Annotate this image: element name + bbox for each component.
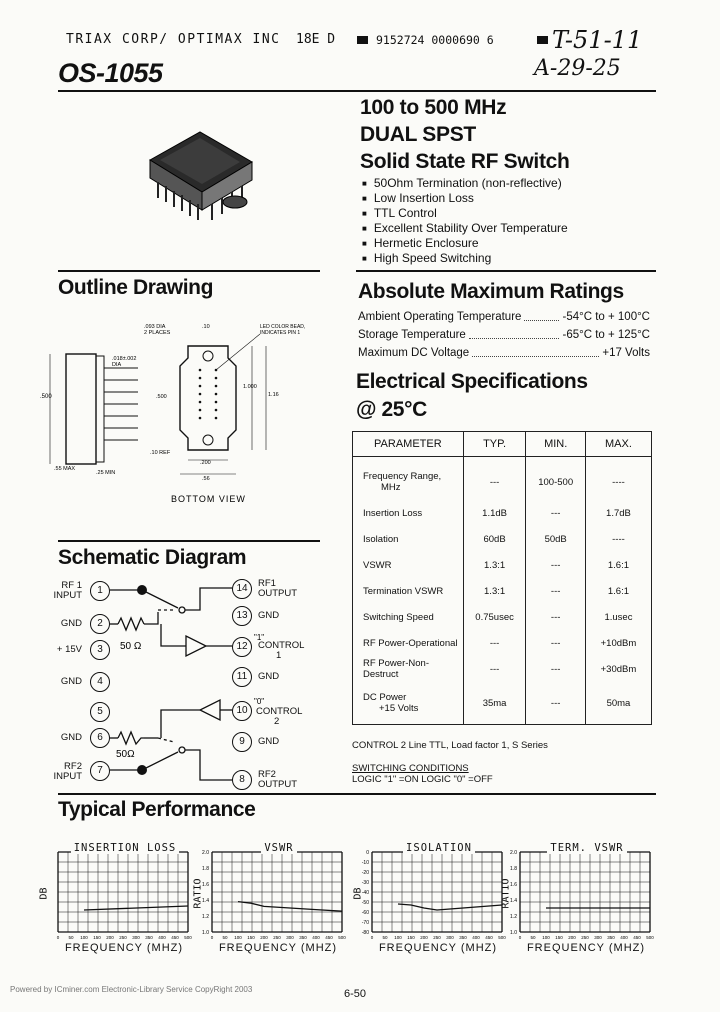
cell-typ: --- [463,630,526,656]
list-item: ■ TTL Control [362,206,568,221]
x-tick-label: 350 [607,935,615,940]
title-frequency: 100 to 500 MHz [360,96,507,119]
cell-parameter: Isolation [353,526,464,552]
y-tick-label: -70 [361,920,369,926]
pin-12: 12 [232,637,252,657]
series-line [398,904,502,910]
dim-d8: .10 REF [150,450,171,456]
footer-credit: Powered by ICminer.com Electronic-Library Service CopyRight 2003 [10,985,253,994]
y-tick-label: 0 [366,850,369,856]
section-outline-drawing: Outline Drawing [58,276,214,299]
pin-13: 13 [232,606,252,626]
rating-row [358,344,650,362]
x-tick-label: 300 [594,935,602,940]
pin-8: 8 [232,770,252,790]
x-tick-label: 0 [370,935,374,940]
graph-1 [194,852,354,944]
cell-max: 1.6:1 [585,578,651,604]
cell-max: ---- [585,526,651,552]
cell-min: --- [526,682,585,725]
x-tick-label: 350 [299,935,307,940]
table-row [353,604,652,630]
y-tick-label: -20 [361,870,369,876]
control-2-logic: "0" [254,697,265,706]
cell-typ: --- [463,656,526,682]
x-tick-label: 500 [184,935,192,940]
title-description: Solid State RF Switch [360,150,570,173]
cell-parameter: Frequency Range, MHz [353,457,464,501]
col-min: MIN. [526,432,585,457]
page-number: 6-50 [344,988,367,1000]
graph-ylabel: DB [38,887,50,900]
ratings-rule [356,270,656,272]
graph-ylabel: DB [352,887,364,900]
x-tick-label: 100 [394,935,402,940]
header-doc-number: 9152724 0000690 6 [376,33,494,47]
x-tick-label: 50 [530,935,536,940]
y-tick-label: 1.8 [510,866,517,872]
cell-typ: 60dB [463,526,526,552]
bottom-view-label: BOTTOM VIEW [171,494,246,504]
x-tick-label: 300 [286,935,294,940]
y-tick-label: 1.4 [510,898,517,904]
header-rule [58,90,656,92]
graph-3 [502,852,662,944]
resistor-2-label: 50Ω [116,749,135,760]
y-tick-label: 1.2 [202,914,209,920]
cell-parameter: RF Power-Operational [353,630,464,656]
dim-d12: .25 MIN [96,470,116,476]
rating-label: Maximum DC Voltage [358,347,470,359]
title-config: DUAL SPST [360,123,476,146]
spec-table-body [353,457,652,725]
section-electrical-temp: @ 25°C [356,398,427,421]
pin-11-label: GND [258,671,280,682]
section-schematic: Schematic Diagram [58,546,247,569]
dim-d5: .500 [156,394,167,400]
cell-parameter: VSWR [353,552,464,578]
graph-xlabel: FREQUENCY (MHZ) [378,942,498,954]
graph-title-wrap [372,842,506,854]
graph-ylabel: RATIO [500,878,512,909]
x-tick-label: 250 [273,935,281,940]
y-tick-label: -60 [361,910,369,916]
dim-d2: .10 [202,324,210,330]
table-row [353,578,652,604]
product-photo [140,120,260,240]
rating-label: Ambient Operating Temperature [358,311,522,323]
feature-list [362,176,568,266]
x-tick-label: 0 [210,935,214,940]
model-number: OS-1055 [58,58,163,88]
table-row [353,526,652,552]
cell-parameter: DC Power +15 Volts [353,682,464,725]
cell-typ: 1.3:1 [463,578,526,604]
control-note: CONTROL 2 Line TTL, Load factor 1, S Series [352,740,548,751]
rating-label: Storage Temperature [358,329,466,341]
pin-1: 1 [90,581,110,601]
y-tick-label: -10 [361,860,369,866]
list-item: ■ Low Insertion Loss [362,191,568,206]
pin-10: 10 [232,701,252,721]
graph-title: TERM. VSWR [547,842,626,854]
pin-13-label: GND [258,610,280,621]
x-tick-label: 400 [472,935,480,940]
graph-title-wrap [212,842,346,854]
x-tick-label: 0 [518,935,522,940]
pin-6: 6 [90,728,110,748]
rating-value: -54°C to + 100°C [562,311,650,323]
pin-9: 9 [232,732,252,752]
x-tick-label: 100 [234,935,242,940]
graph-ylabel: RATIO [192,878,204,909]
header-block-mark-2 [537,36,548,44]
y-tick-label: 1.0 [202,930,209,936]
outline-rule [58,270,320,272]
col-max: MAX. [585,432,651,457]
cell-typ: 0.75usec [463,604,526,630]
pin-3: 3 [90,640,110,660]
pin-3-label: + 15V [56,644,82,655]
x-tick-label: 450 [325,935,333,940]
rating-row [358,326,650,344]
graph-2 [354,852,514,944]
handwritten-note-2: A-29-25 [534,56,621,81]
pin-6-label: GND [60,732,82,743]
dim-d7: 1.16 [268,392,279,398]
dim-d3b: DIA [112,362,122,368]
cell-min: --- [526,500,585,526]
switching-logic: LOGIC "1" =ON LOGIC "0" =OFF [352,774,493,785]
pin-5: 5 [90,702,110,722]
cell-max: ---- [585,457,651,501]
pin-14-label: RF1 OUTPUT [258,578,298,599]
col-parameter: PARAMETER [353,432,464,457]
section-ratings: Absolute Maximum Ratings [358,280,624,303]
y-tick-label: -80 [361,930,369,936]
led-note-2: INDICATES PIN 1 [260,330,301,336]
pin-2: 2 [90,614,110,634]
led-note: LED COLOR BEAD, [260,324,306,330]
header-company: TRIAX CORP/ OPTIMAX INC [66,32,281,47]
graph-0 [40,852,200,944]
series-line [84,906,188,910]
switching-title: SWITCHING CONDITIONS [352,763,469,774]
y-tick-label: 1.6 [510,882,517,888]
cell-max: 1.usec [585,604,651,630]
cell-typ: 35ma [463,682,526,725]
pin-1-label: RF 1 INPUT [53,580,82,601]
list-item: ■ High Speed Switching [362,251,568,266]
x-tick-label: 50 [68,935,74,940]
dim-d11: .55 MAX [54,466,76,472]
list-item: ■ Excellent Stability Over Temperature [362,221,568,236]
x-tick-label: 0 [56,935,60,940]
pin-14: 14 [232,579,252,599]
y-tick-label: 1.4 [202,898,209,904]
x-tick-label: 350 [145,935,153,940]
handwritten-note-1: T-51-11 [552,26,643,54]
rating-value: -65°C to + 125°C [562,329,650,341]
table-header-row [353,432,652,457]
spec-table [352,431,652,725]
graph-xlabel: FREQUENCY (MHZ) [64,942,184,954]
graph-title: INSERTION LOSS [71,842,180,854]
x-tick-label: 250 [433,935,441,940]
x-tick-label: 200 [420,935,428,940]
cell-min: --- [526,578,585,604]
section-performance: Typical Performance [58,798,256,821]
dim-d9: .200 [200,460,211,466]
cell-parameter: Insertion Loss [353,500,464,526]
x-tick-label: 400 [158,935,166,940]
dim-d1: .093 DIA [144,324,166,330]
resistor-1-label: 50 Ω [120,641,142,652]
x-tick-label: 500 [498,935,506,940]
cell-min: --- [526,552,585,578]
dim-d10: .56 [202,476,210,482]
x-tick-label: 400 [312,935,320,940]
rating-value: +17 Volts [602,347,650,359]
section-electrical: Electrical Specifications [356,370,588,393]
pin-10-label: CONTROL 2 [256,706,303,727]
pin-12-label: CONTROL 1 [258,640,305,661]
graph-title: ISOLATION [403,842,475,854]
x-tick-label: 100 [542,935,550,940]
cell-typ: 1.3:1 [463,552,526,578]
y-tick-label: 2.0 [202,850,209,856]
y-tick-label: 1.2 [510,914,517,920]
x-tick-label: 200 [260,935,268,940]
x-tick-label: 150 [555,935,563,940]
table-row [353,500,652,526]
y-tick-label: -50 [361,900,369,906]
control-1-logic: "1" [254,633,265,642]
pin-11: 11 [232,667,252,687]
cell-typ: --- [463,457,526,501]
graph-title-wrap [520,842,654,854]
pin-4-label: GND [60,676,82,687]
cell-max: +30dBm [585,656,651,682]
x-tick-label: 250 [581,935,589,940]
table-row [353,630,652,656]
table-row [353,457,652,501]
x-tick-label: 150 [247,935,255,940]
cell-parameter: Switching Speed [353,604,464,630]
cell-parameter: RF Power-Non-Destruct [353,656,464,682]
x-tick-label: 300 [446,935,454,940]
graph-xlabel: FREQUENCY (MHZ) [526,942,646,954]
cell-parameter: Termination VSWR [353,578,464,604]
y-tick-label: 1.8 [202,866,209,872]
dim-d6: 1.000 [243,384,257,390]
pin-9-label: GND [258,736,280,747]
pin-8-label: RF2 OUTPUT [258,769,298,790]
y-tick-label: 2.0 [510,850,517,856]
y-tick-label: -40 [361,890,369,896]
graph-title-wrap [58,842,192,854]
cell-max: 1.7dB [585,500,651,526]
x-tick-label: 50 [382,935,388,940]
header-code: 18E D [296,32,336,47]
list-item: ■ Hermetic Enclosure [362,236,568,251]
cell-min: --- [526,630,585,656]
list-item: ■ 50Ohm Termination (non-reflective) [362,176,568,191]
performance-rule [58,793,656,795]
col-typ: TYP. [463,432,526,457]
cell-max: 1.6:1 [585,552,651,578]
dim-d1b: 2 PLACES [144,330,171,336]
schematic-rule [58,540,320,542]
dim-d3: .018±.002 [112,356,137,362]
x-tick-label: 400 [620,935,628,940]
x-tick-label: 250 [119,935,127,940]
x-tick-label: 200 [568,935,576,940]
x-tick-label: 150 [407,935,415,940]
x-tick-label: 100 [80,935,88,940]
cell-min: --- [526,656,585,682]
x-tick-label: 450 [171,935,179,940]
dim-d4: .500 [40,394,52,400]
x-tick-label: 450 [633,935,641,940]
cell-max: +10dBm [585,630,651,656]
cell-min: 100-500 [526,457,585,501]
pin-7-label: RF2 INPUT [53,761,82,782]
x-tick-label: 300 [132,935,140,940]
series-line [238,902,342,912]
table-row [353,552,652,578]
ratings-list [358,308,650,362]
pin-2-label: GND [60,618,82,629]
header-block-mark [357,36,368,44]
cell-typ: 1.1dB [463,500,526,526]
x-tick-label: 450 [485,935,493,940]
graph-xlabel: FREQUENCY (MHZ) [218,942,338,954]
graph-title: VSWR [261,842,296,854]
y-tick-label: -30 [361,880,369,886]
cell-min: --- [526,604,585,630]
y-tick-label: 1.6 [202,882,209,888]
x-tick-label: 500 [338,935,346,940]
table-row [353,682,652,725]
x-tick-label: 50 [222,935,228,940]
rating-row [358,308,650,326]
x-tick-label: 350 [459,935,467,940]
y-tick-label: 1.0 [510,930,517,936]
x-tick-label: 150 [93,935,101,940]
table-row [353,656,652,682]
x-tick-label: 200 [106,935,114,940]
cell-min: 50dB [526,526,585,552]
pin-7: 7 [90,761,110,781]
outline-drawing [38,318,338,518]
x-tick-label: 500 [646,935,654,940]
cell-max: 50ma [585,682,651,725]
pin-4: 4 [90,672,110,692]
